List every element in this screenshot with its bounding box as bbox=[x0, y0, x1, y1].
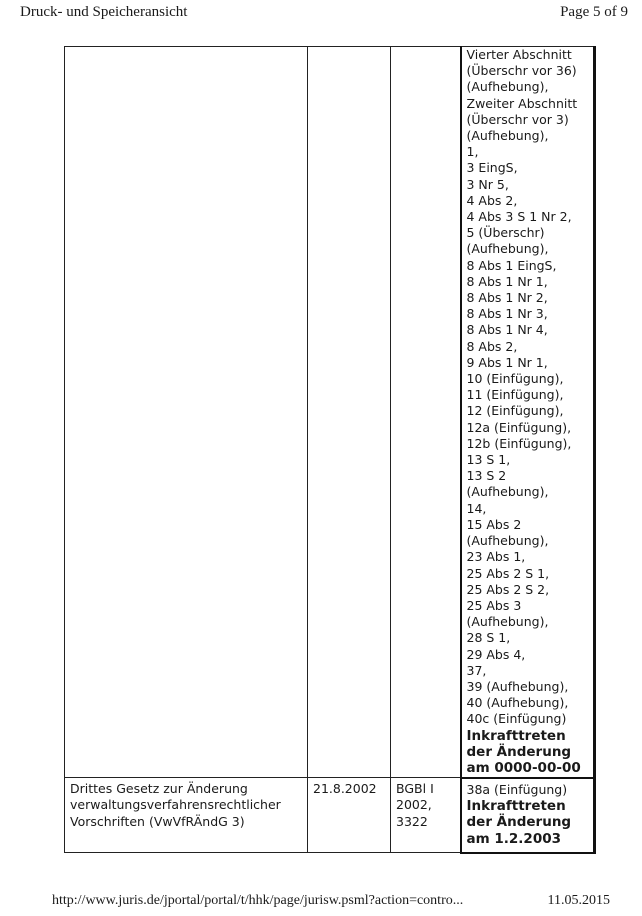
effective-date-line: Inkrafttreten bbox=[466, 797, 566, 814]
print-date: 11.05.2015 bbox=[547, 893, 610, 908]
change-entry: (Aufhebung), bbox=[466, 484, 549, 500]
change-entry: 38a (Einfügung) bbox=[466, 781, 568, 797]
law-title-line: verwaltungsverfahrensrechtlicher bbox=[70, 797, 281, 813]
change-entry: Vierter Abschnitt bbox=[466, 47, 572, 62]
source-line: 3322 bbox=[396, 813, 428, 829]
change-entry: 4 Abs 3 S 1 Nr 2, bbox=[466, 209, 572, 225]
change-entry: 13 S 1, bbox=[466, 452, 511, 468]
change-entry: (Aufhebung), bbox=[466, 79, 549, 95]
change-entry: (Aufhebung), bbox=[466, 533, 549, 549]
change-entry: 3 EingS, bbox=[466, 160, 518, 176]
change-entry: 40 (Aufhebung), bbox=[466, 695, 569, 711]
law-date: 21.8.2002 bbox=[313, 781, 377, 797]
law-cell-empty bbox=[65, 47, 308, 778]
change-entry: 28 S 1, bbox=[466, 630, 511, 646]
change-entry: (Aufhebung), bbox=[466, 241, 549, 257]
change-entry: 3 Nr 5, bbox=[466, 176, 509, 192]
change-entry: (Aufhebung), bbox=[466, 614, 549, 630]
effective-note bbox=[467, 798, 594, 847]
print-view-title: Druck- und Speicheransicht bbox=[20, 4, 188, 20]
change-entry: 11 (Einfügung), bbox=[466, 387, 564, 403]
change-entry: 8 Abs 2, bbox=[466, 338, 518, 354]
change-entry: 25 Abs 2 S 1, bbox=[466, 565, 550, 581]
change-entry: 25 Abs 3 bbox=[466, 597, 522, 613]
change-entry: 40c (Einfügung) bbox=[466, 711, 567, 727]
date-cell-empty bbox=[308, 47, 391, 778]
change-entry: 12 (Einfügung), bbox=[466, 403, 564, 419]
change-entry: 8 Abs 1 Nr 3, bbox=[466, 306, 548, 322]
change-entry: 37, bbox=[466, 662, 487, 678]
source-cell-empty bbox=[391, 47, 461, 778]
change-entry: (Überschr vor 36) bbox=[466, 63, 577, 79]
source-url: http://www.juris.de/jportal/portal/t/hhk/page/jurisw.psml?action=contro... bbox=[52, 893, 464, 908]
changes-cell bbox=[461, 47, 595, 778]
change-entry: 9 Abs 1 Nr 1, bbox=[466, 354, 548, 370]
change-entry: (Überschr vor 3) bbox=[466, 111, 569, 127]
change-entry: 25 Abs 2 S 2, bbox=[466, 581, 550, 597]
table-row bbox=[65, 47, 595, 778]
law-title-cell bbox=[65, 778, 308, 853]
change-entry: (Aufhebung), bbox=[466, 128, 549, 144]
law-title-line: Drittes Gesetz zur Änderung bbox=[70, 781, 248, 797]
change-entry: 8 Abs 1 EingS, bbox=[466, 257, 557, 273]
change-entry: 15 Abs 2 bbox=[466, 516, 522, 532]
table-row bbox=[65, 778, 595, 853]
change-entry: 29 Abs 4, bbox=[466, 646, 526, 662]
change-entry: 13 S 2 bbox=[466, 468, 507, 484]
date-cell bbox=[308, 778, 391, 853]
change-entry: 4 Abs 2, bbox=[466, 192, 518, 208]
effective-date-line: der Änderung bbox=[466, 743, 572, 760]
change-entry: 5 (Überschr) bbox=[466, 225, 545, 241]
page-number: Page 5 of 9 bbox=[560, 4, 628, 20]
source-cell bbox=[391, 778, 461, 853]
effective-date-line: am 0000-00-00 bbox=[466, 760, 581, 777]
change-entry: 8 Abs 1 Nr 2, bbox=[466, 290, 548, 306]
change-entry: Zweiter Abschnitt bbox=[466, 95, 578, 111]
amendments-table bbox=[64, 46, 596, 854]
changes-cell bbox=[461, 778, 595, 853]
source-line: 2002, bbox=[396, 797, 432, 813]
effective-date-line: der Änderung bbox=[466, 814, 572, 831]
change-entry: 8 Abs 1 Nr 4, bbox=[466, 322, 548, 338]
change-entry: 1, bbox=[466, 144, 479, 160]
source-line: BGBl I bbox=[396, 781, 434, 797]
change-entry: 23 Abs 1, bbox=[466, 549, 526, 565]
effective-note bbox=[467, 728, 594, 777]
effective-date-line: am 1.2.2003 bbox=[466, 830, 561, 847]
change-entry: 39 (Aufhebung), bbox=[466, 678, 569, 694]
law-title-line: Vorschriften (VwVfRÄndG 3) bbox=[70, 813, 245, 829]
change-entry: 14, bbox=[466, 500, 487, 516]
effective-date-line: Inkrafttreten bbox=[466, 727, 566, 744]
change-entry: 8 Abs 1 Nr 1, bbox=[466, 273, 548, 289]
change-entry: 10 (Einfügung), bbox=[466, 371, 564, 387]
changes-list bbox=[467, 782, 594, 798]
change-entry: 12a (Einfügung), bbox=[466, 419, 572, 435]
changes-list bbox=[467, 47, 594, 728]
change-entry: 12b (Einfügung), bbox=[466, 435, 572, 451]
